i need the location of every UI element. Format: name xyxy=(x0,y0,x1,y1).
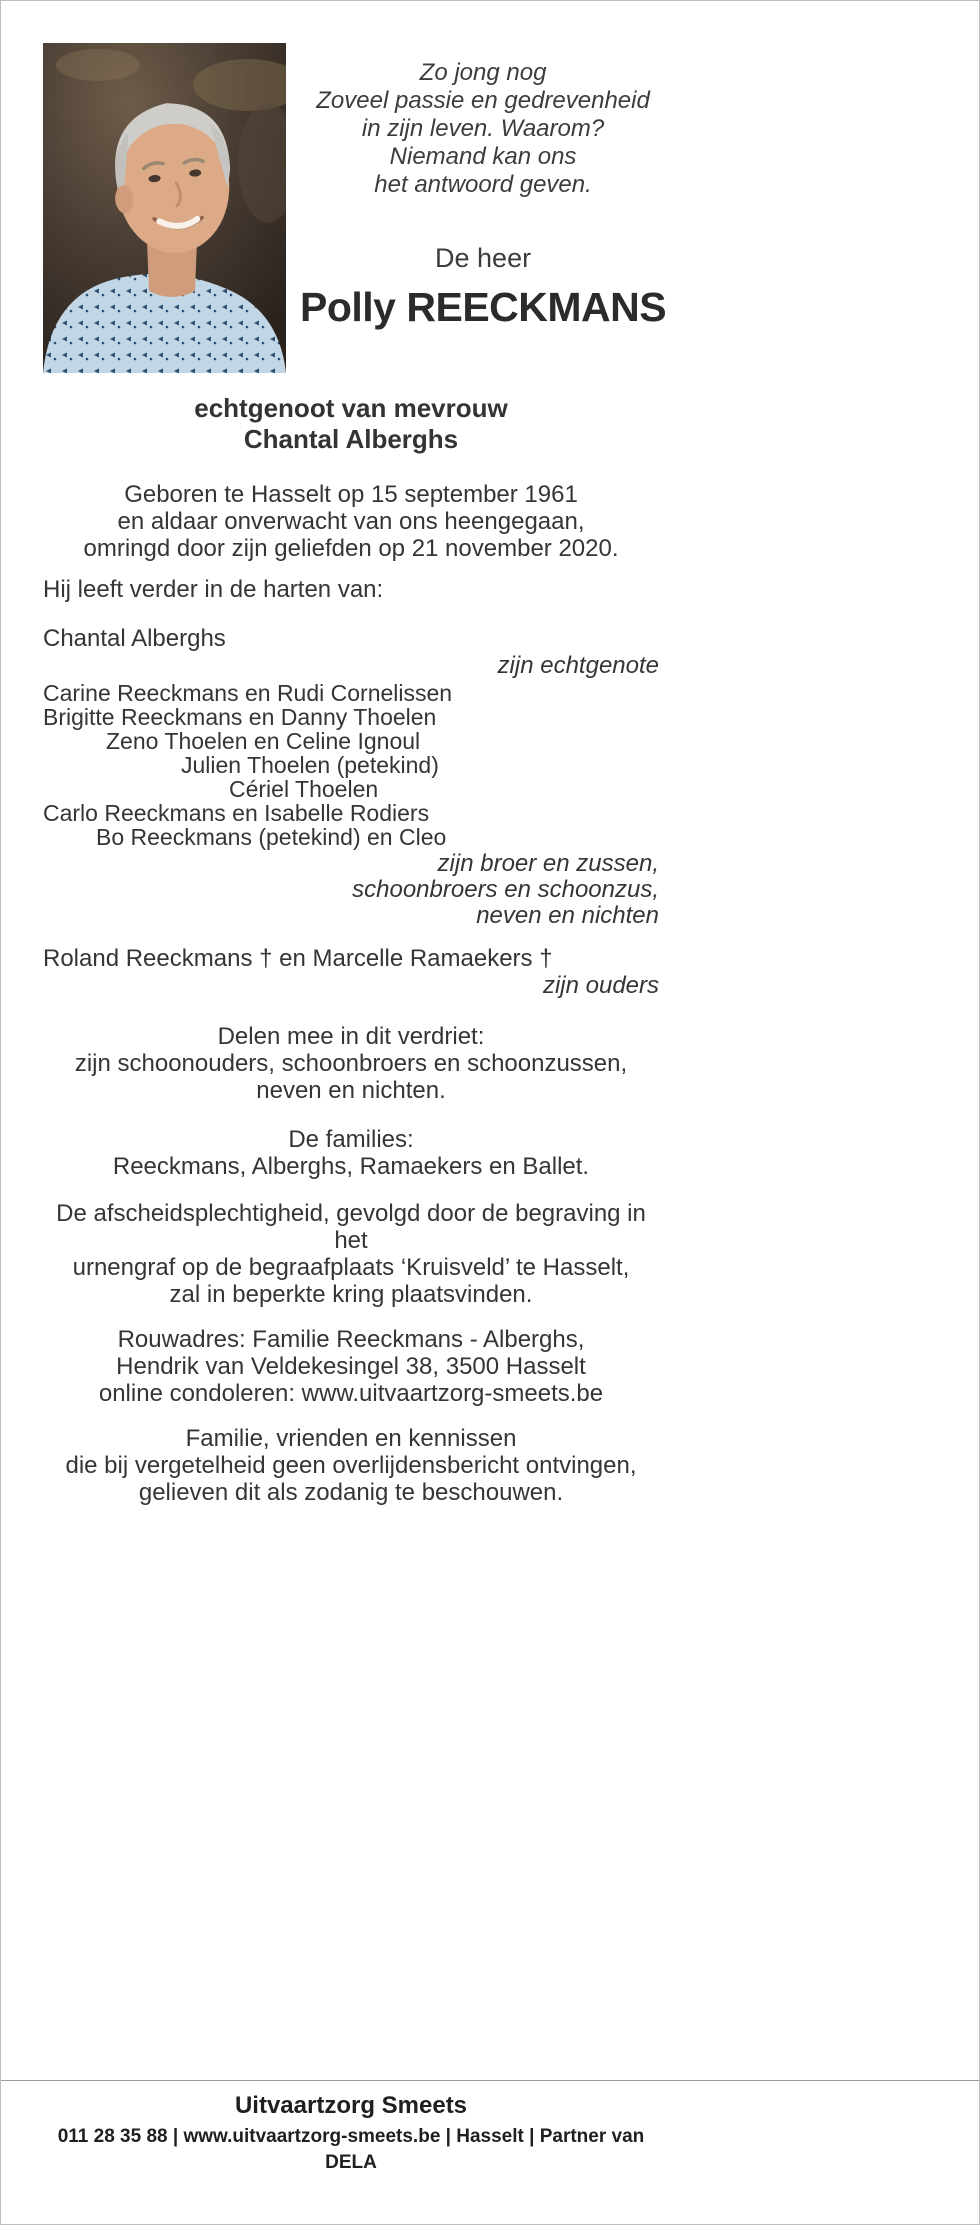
family-relation-line: zijn broer en zussen, xyxy=(437,850,659,877)
family-line: Julien Thoelen (petekind) xyxy=(181,752,439,778)
notice-line: gelieven dit als zodanig te beschouwen. xyxy=(138,1479,564,1506)
footer xyxy=(1,2080,979,2224)
header xyxy=(43,43,667,373)
footer-contact: 011 28 35 88 | www.uitvaartzorg-smeets.be | Hasselt | Partner van DELA xyxy=(57,2126,645,2173)
parents-relation: zijn ouders xyxy=(542,972,659,999)
ceremony-paragraph xyxy=(43,1200,659,1308)
deceased-name: Polly REECKMANS xyxy=(300,284,667,330)
life-summary-line: en aldaar onverwacht van ons heengegaan, xyxy=(117,508,585,535)
condolence-line: zijn schoonouders, schoonbroers en schoonzussen, xyxy=(74,1050,628,1077)
spouse-intro xyxy=(43,393,659,455)
announcement-content xyxy=(43,1,667,1506)
mourning-address-line: Rouwadres: Familie Reeckmans - Alberghs, xyxy=(117,1326,585,1353)
mourning-address-line: Hendrik van Veldekesingel 38, 3500 Hasselt xyxy=(116,1353,586,1380)
mourning-address-line: online condoleren: www.uitvaartzorg-smeets.be xyxy=(98,1380,604,1407)
poem-line: Zoveel passie en gedrevenheid xyxy=(316,87,650,114)
salutation: De heer xyxy=(435,243,532,273)
family-list xyxy=(43,681,659,849)
poem-line: Zo jong nog xyxy=(419,59,547,86)
header-text-block xyxy=(286,43,666,331)
poem-line: in zijn leven. Waarom? xyxy=(361,115,605,142)
families-line: Reeckmans, Alberghs, Ramaekers en Ballet. xyxy=(112,1153,590,1180)
family-relation xyxy=(43,851,659,929)
notice-paragraph xyxy=(43,1425,659,1506)
family-line: Carlo Reeckmans en Isabelle Rodiers xyxy=(43,800,430,826)
survivors-intro: Hij leeft verder in de harten van: xyxy=(43,576,384,603)
portrait-photo xyxy=(43,43,286,373)
spouse-relation: zijn echtgenote xyxy=(497,652,659,679)
footer-inner xyxy=(43,2091,659,2176)
footer-company: Uitvaartzorg Smeets xyxy=(234,2092,468,2119)
family-relation-line: neven en nichten xyxy=(476,902,659,929)
family-line: Bo Reeckmans (petekind) en Cleo xyxy=(96,824,447,850)
family-line: Carine Reeckmans en Rudi Cornelissen xyxy=(43,680,453,706)
poem-line: Niemand kan ons xyxy=(389,143,577,170)
family-line: Zeno Thoelen en Celine Ignoul xyxy=(106,728,421,754)
spouse-intro-line: Chantal Alberghs xyxy=(243,424,459,454)
parents-line: Roland Reeckmans † en Marcelle Ramaekers † xyxy=(43,945,553,972)
families-paragraph xyxy=(43,1126,659,1180)
notice-line: Familie, vrienden en kennissen xyxy=(185,1425,517,1452)
life-summary-line: omringd door zijn geliefden op 21 november 2020. xyxy=(83,535,619,562)
spouse-intro-line: echtgenoot van mevrouw xyxy=(194,393,508,423)
notice-line: die bij vergetelheid geen overlijdensbericht ontvingen, xyxy=(65,1452,637,1479)
family-line: Cériel Thoelen xyxy=(229,776,379,802)
families-line: De families: xyxy=(288,1126,414,1153)
memorial-poem xyxy=(316,59,650,199)
life-summary-line: Geboren te Hasselt op 15 september 1961 xyxy=(124,481,578,508)
ceremony-line: urnengraf op de begraafplaats ‘Kruisveld’ te Hasselt, xyxy=(72,1254,630,1281)
ceremony-line: zal in beperkte kring plaatsvinden. xyxy=(169,1281,533,1308)
life-summary xyxy=(43,481,659,562)
condolence-paragraph xyxy=(43,1023,659,1104)
condolence-line: neven en nichten. xyxy=(256,1077,446,1104)
family-line: Brigitte Reeckmans en Danny Thoelen xyxy=(43,704,437,730)
spouse-name: Chantal Alberghs xyxy=(43,625,226,652)
ceremony-line: De afscheidsplechtigheid, gevolgd door de begraving in het xyxy=(56,1200,646,1254)
poem-line: het antwoord geven. xyxy=(374,171,592,198)
family-relation-line: schoonbroers en schoonzus, xyxy=(352,876,659,903)
condolence-line: Delen mee in dit verdriet: xyxy=(217,1023,485,1050)
mourning-address xyxy=(43,1326,659,1407)
